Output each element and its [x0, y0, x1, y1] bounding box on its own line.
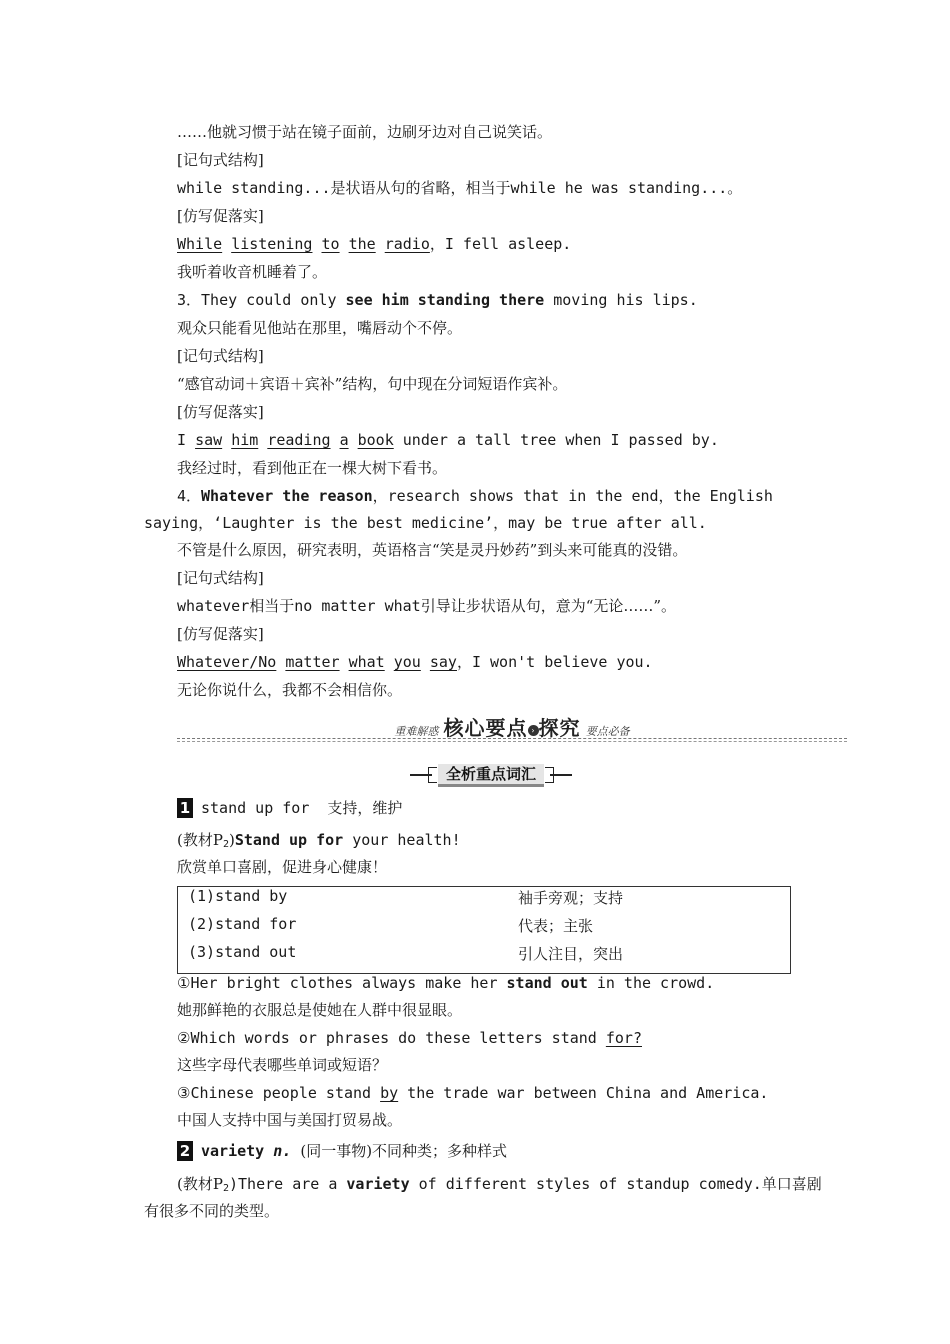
sentence-bold-phrase: see him standing there	[345, 291, 545, 309]
example-text: your health!	[343, 831, 461, 849]
vocab-item-2	[177, 1141, 507, 1161]
example-translation: 中国人支持中国与美国打贸易战。	[177, 1111, 403, 1129]
heading-sentence-structure: [记句式结构]	[177, 347, 264, 365]
subsection-title	[410, 764, 572, 786]
blank-answer: listening	[231, 235, 313, 253]
phrase-cell: (3)stand out	[188, 943, 297, 961]
item-number-badge: 2	[177, 1141, 193, 1161]
section-banner	[177, 712, 847, 742]
structure-text: 是状语从句的省略，相当于	[330, 179, 511, 197]
table-row	[178, 887, 790, 909]
meaning-cell: 代表；主张	[518, 917, 594, 935]
translation-line: 观众只能看见他站在那里，嘴唇动个不停。	[177, 319, 463, 337]
example-sentence-2	[177, 1028, 642, 1048]
phrase-cell: (2)stand for	[188, 915, 297, 933]
practice-rest: ，I won't believe you.	[456, 653, 653, 671]
example-bold-phrase: stand out	[506, 974, 588, 992]
blank-answer: a	[339, 431, 349, 449]
textbook-example	[177, 830, 461, 855]
structure-note	[177, 178, 742, 198]
item-number-badge: 1	[177, 798, 193, 818]
banner-title: 核心要点	[443, 716, 528, 740]
phrase-cell: (1)stand by	[188, 887, 288, 905]
example-translation: 她那鲜艳的衣服总是使她在人群中很显眼。	[177, 1001, 463, 1019]
blank-answer: say	[429, 653, 457, 671]
example-text: in the crowd.	[587, 974, 715, 992]
example-translation: 这些字母代表哪些单词或短语？	[177, 1056, 388, 1074]
decor-bracket	[545, 767, 554, 783]
key-sentence-4	[177, 486, 773, 506]
example-text: )There are a	[228, 1175, 347, 1193]
vocab-headword: stand up for	[201, 799, 310, 817]
example-sentence-1	[177, 973, 714, 993]
blank-answer: what	[348, 653, 385, 671]
heading-practice: [仿写促落实]	[177, 403, 264, 421]
structure-term: while he was standing...	[510, 179, 728, 197]
heading-sentence-structure: [记句式结构]	[177, 569, 264, 587]
part-of-speech: n.	[273, 1142, 292, 1160]
practice-translation: 我听着收音机睡着了。	[177, 263, 328, 281]
blank-answer: reading	[267, 431, 331, 449]
meaning-cell: 引人注目，突出	[518, 945, 624, 963]
heading-practice: [仿写促落实]	[177, 625, 264, 643]
blank-answer: for?	[605, 1029, 642, 1047]
banner-right-label: 要点必备	[585, 725, 630, 738]
example-text: ③Chinese people stand	[177, 1084, 381, 1102]
practice-rest: ，I fell asleep.	[429, 235, 572, 253]
sentence-text: moving his lips.	[544, 291, 698, 309]
blank-answer: by	[380, 1084, 399, 1102]
meaning-cell: 袖手旁观；支持	[518, 889, 624, 907]
vocab-headword: variety	[201, 1142, 265, 1160]
sentence-bold-phrase: Whatever the reason	[201, 487, 373, 505]
example-text: ②Which words or phrases do these letters stand	[177, 1029, 606, 1047]
example-bold-phrase: variety	[346, 1175, 410, 1193]
blank-answer: him	[231, 431, 259, 449]
sentence-text: ，research shows that in the end，the English	[372, 487, 773, 505]
arrow-right-icon: ›	[528, 725, 539, 736]
source-page: 2	[222, 1183, 229, 1194]
source-label: (教材P	[177, 831, 223, 849]
banner-left-label: 重难解惑	[394, 725, 439, 738]
practice-sentence	[177, 234, 571, 254]
example-sentence-3	[177, 1083, 768, 1103]
practice-sentence	[177, 430, 719, 450]
blank-answer: book	[357, 431, 394, 449]
structure-note	[177, 596, 676, 616]
structure-text: 引导让步状语从句，意为“无论……”。	[420, 597, 677, 615]
practice-sentence	[177, 652, 653, 672]
practice-translation: 无论你说什么，我都不会相信你。	[177, 681, 403, 699]
blank-answer: radio	[384, 235, 430, 253]
divider	[177, 738, 847, 739]
sentence-text: 4．	[177, 487, 202, 505]
example-text: of different styles of standup comedy.单口喜剧	[409, 1175, 822, 1193]
table-row	[178, 943, 790, 965]
blank-answer: to	[321, 235, 340, 253]
example-translation: 有很多不同的类型。	[144, 1202, 280, 1220]
translation-line: 不管是什么原因，研究表明，英语格言“笑是灵丹妙药”到头来可能真的没错。	[177, 541, 688, 559]
structure-term: no matter what	[294, 597, 421, 615]
blank-answer: While	[177, 235, 223, 253]
decor-bracket	[428, 767, 437, 783]
decor-shadow	[438, 784, 544, 787]
practice-rest: I	[177, 431, 196, 449]
source-label: )	[228, 831, 235, 849]
textbook-example	[177, 1174, 822, 1199]
blank-answer: the	[348, 235, 376, 253]
example-text: the trade war between China and America.	[398, 1084, 769, 1102]
example-translation: 欣赏单口喜剧，促进身心健康！	[177, 858, 388, 876]
divider	[177, 741, 847, 742]
blank-answer: matter	[285, 653, 340, 671]
vocab-meaning: 支持，维护	[327, 799, 403, 817]
example-bold-phrase: Stand up for	[234, 831, 344, 849]
practice-rest: under a tall tree when I passed by.	[393, 431, 719, 449]
key-sentence-3	[177, 290, 698, 310]
heading-practice: [仿写促落实]	[177, 207, 264, 225]
example-text: ①Her bright clothes always make her	[177, 974, 507, 992]
blank-answer: you	[393, 653, 421, 671]
blank-answer: saw	[195, 431, 223, 449]
banner-title-2: 探究	[538, 716, 581, 740]
structure-term: whatever	[177, 597, 250, 615]
structure-note: “感官动词＋宾语＋宾补”结构，句中现在分词短语作宾补。	[177, 375, 568, 393]
vocab-meaning: (同一事物)不同种类；多种样式	[300, 1142, 508, 1160]
structure-text: 相当于	[249, 597, 295, 615]
practice-translation: 我经过时，看到他正在一棵大树下看书。	[177, 459, 448, 477]
phrase-table	[177, 886, 791, 974]
structure-term: while standing...	[177, 179, 331, 197]
blank-answer: Whatever/No	[177, 653, 277, 671]
table-row	[178, 915, 790, 937]
structure-text: 。	[727, 179, 743, 197]
source-page: 2	[222, 839, 229, 850]
subsection-label: 全析重点词汇	[438, 764, 544, 784]
source-label: (教材P	[177, 1175, 223, 1193]
translation-line: ……他就习惯于站在镜子面前，边刷牙边对自己说笑话。	[177, 123, 553, 141]
key-sentence-4-cont: saying，‘Laughter is the best medicine’，may be true after all.	[144, 514, 707, 532]
vocab-item-1	[177, 798, 402, 818]
sentence-text: 3．They could only	[177, 291, 346, 309]
heading-sentence-structure: [记句式结构]	[177, 151, 264, 169]
